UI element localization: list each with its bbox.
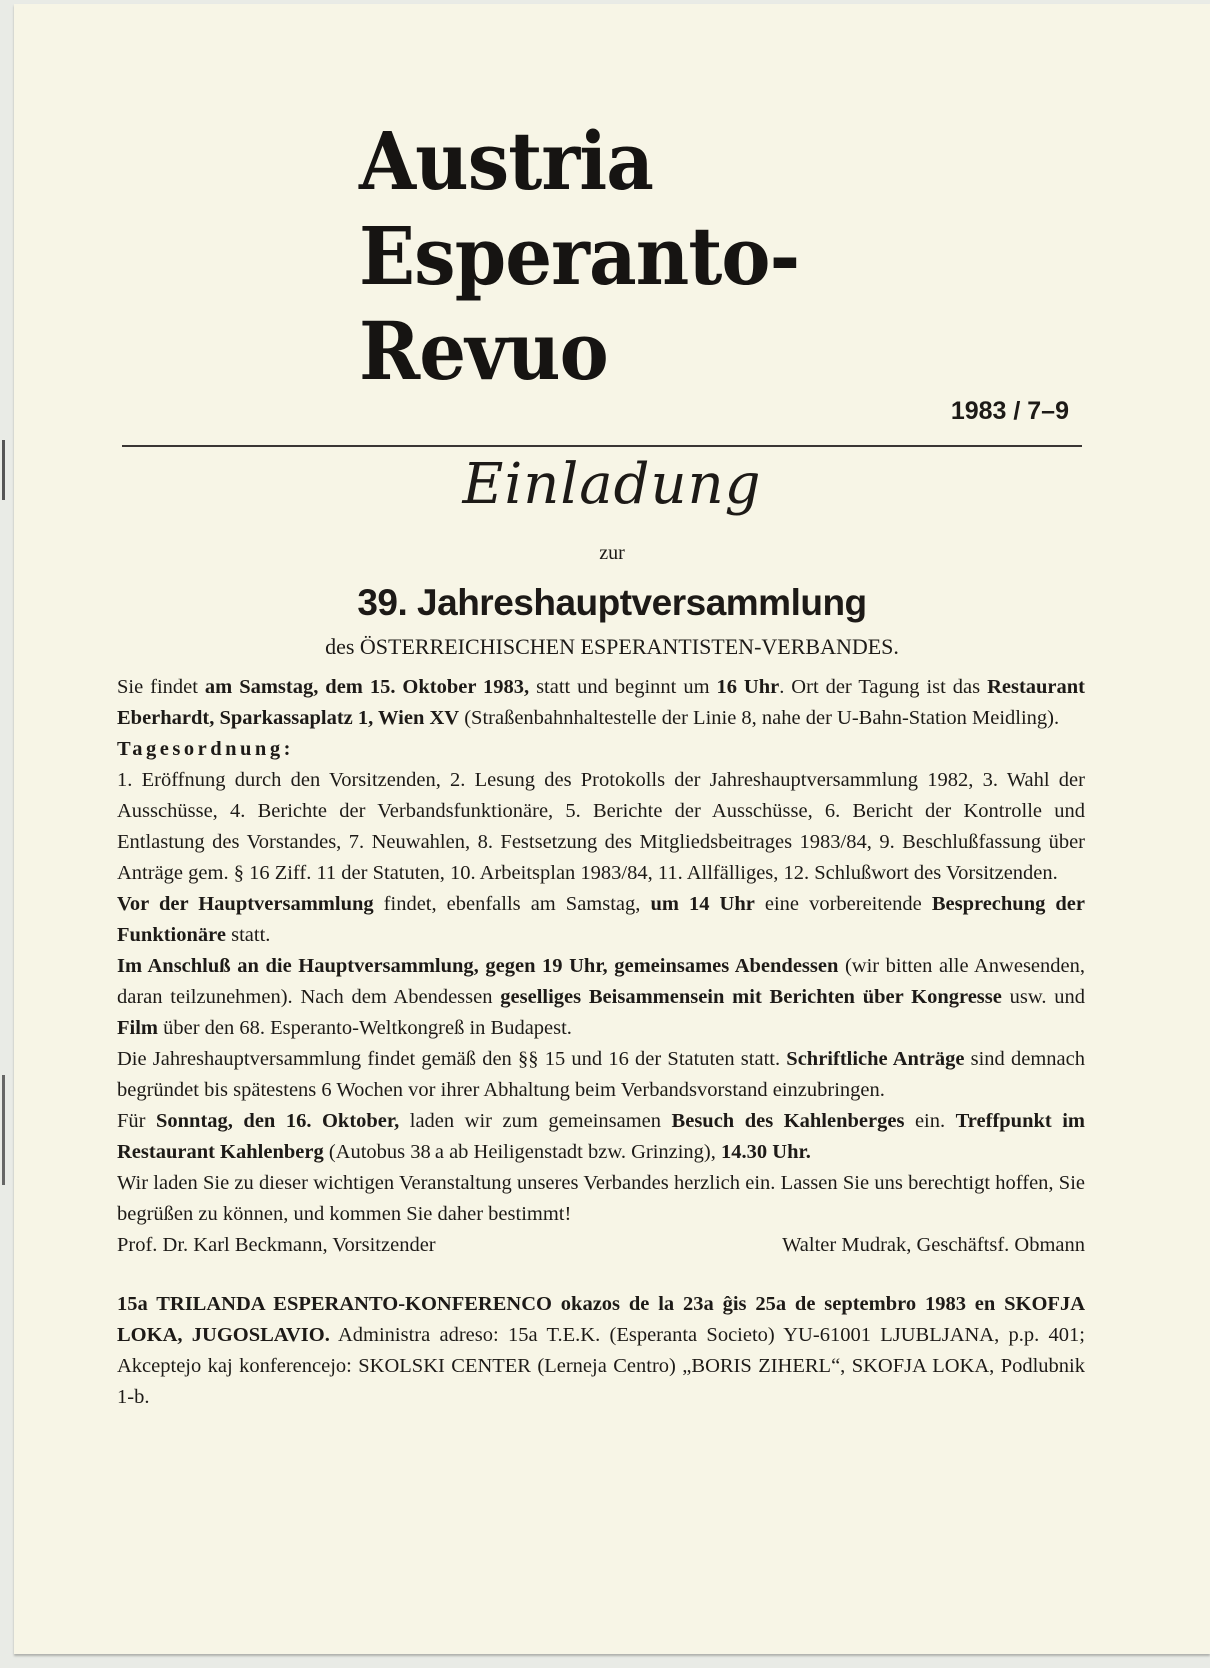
organization-name: des ÖSTERREICHISCHEN ESPERANTISTEN-VERBANDES.: [325, 634, 899, 659]
agenda-label: [117, 734, 1085, 765]
paragraph-pre-meeting: [117, 889, 1085, 951]
text: eine vorbereitende: [754, 893, 932, 915]
bold-text: Besprechung der Funktionäre: [117, 893, 1085, 946]
paragraph-sunday: [117, 1106, 1085, 1168]
text: ein.: [904, 1110, 956, 1132]
bold-text: Sonntag, den 16. Oktober,: [156, 1110, 400, 1132]
scan-edge-mark: [2, 1075, 5, 1185]
text: (Autobus 38 a ab Heiligenstadt bzw. Grinzing),: [323, 1141, 722, 1163]
text: (Straßenbahnhaltestelle der Linie 8, nahe der U-Bahn-Station Meidling).: [459, 707, 1060, 729]
text: sind demnach begründet bis spätestens 6 Wochen vor ihrer Abhaltung beim Verbandsvorstand einzubringen.: [117, 1048, 1085, 1101]
bold-text: geselliges Beisammensein mit Berichten über Kongresse: [500, 986, 1002, 1008]
paragraph-conference: [117, 1289, 1085, 1413]
bold-text: Film: [117, 1017, 158, 1039]
text: Administra adreso: 15a T.E.K. (Esperanta Societo) YU-61001 LJUBLJANA, p.p. 401; Akceptejo kaj konferencejo: SKOLSKI CENTER (Lerneja Centro) „BORIS ZIHERL“, SKOFJA LOKA, Podlubnik 1-b.: [117, 1324, 1086, 1408]
signature-chair: Prof. Dr. Karl Beckmann, Vorsitzender: [117, 1234, 436, 1256]
text: (wir bitten alle Anwesenden, daran teilzunehmen). Nach dem Abendessen: [117, 955, 1085, 1008]
bold-text: 16 Uhr: [716, 676, 780, 698]
invitation-zur: zur: [599, 542, 625, 564]
agenda-items: 1. Eröffnung durch den Vorsitzenden, 2. Lesung des Protokolls der Jahreshauptversammlung 1982, 3. Wahl der Ausschüsse, 4. Berichte der Verbandsfunktionäre, 5. Berichte der Ausschüsse, 6. Bericht der Kontrolle und Entlastung des Vorstandes, 7. Neuwahlen, 8. Festsetzung des Mitgliedsbeitrages 1983/84, 9. Beschlußfassung über Anträge gem. § 16 Ziff. 11 der Statuten, 10. Arbeitsplan 1983/84, 11. Allfälliges, 12. Schlußwort des Vorsitzenden.: [117, 769, 1085, 884]
bold-text: 14.30 Uhr.: [721, 1141, 811, 1163]
divider: [122, 445, 1082, 447]
paragraph-dinner: [117, 951, 1085, 1044]
text: über den 68. Esperanto-Weltkongreß in Budapest.: [158, 1017, 572, 1039]
document-page: [14, 4, 1210, 1654]
text: findet, ebenfalls am Samstag,: [373, 893, 651, 915]
bold-text: 15a TRILANDA ESPERANTO-KONFERENCO okazos de la 23a ĝis 25a de septembro 1983 en SKOFJA LOKA, JUGOSLAVIO.: [117, 1293, 1085, 1346]
issue-number: 1983 / 7–9: [950, 397, 1069, 425]
text: . Ort der Tagung ist das: [779, 676, 988, 698]
bold-text: Treffpunkt im Restaurant Kahlenberg: [117, 1110, 1085, 1163]
invitation-heading: Einladung: [462, 452, 762, 517]
text: statt und beginnt um: [529, 676, 717, 698]
text: Sie findet: [117, 676, 205, 698]
meeting-title: 39. Jahreshauptversammlung: [357, 582, 867, 623]
paragraph-motions: [117, 1044, 1085, 1106]
paragraph-date-venue: [117, 672, 1085, 734]
text: usw. und: [1001, 986, 1085, 1008]
bold-text: am Samstag, dem 15. Oktober 1983,: [204, 676, 530, 698]
agenda-heading: Tagesordnung:: [117, 738, 294, 760]
invitation-body: [117, 672, 1085, 1413]
masthead-line: Revuo: [359, 304, 608, 398]
bold-text: Restaurant Eberhardt, Sparkassaplatz 1, Wien XV: [117, 676, 1085, 729]
bold-text: Besuch des Kahlenberges: [671, 1110, 905, 1132]
paragraph-closing: Wir laden Sie zu dieser wichtigen Veranstaltung unseres Verbandes herzlich ein. Lassen Sie uns berechtigt hoffen, Sie begrüßen zu können, und kommen Sie daher bestimmt!: [117, 1172, 1085, 1225]
text: laden wir zum gemeinsamen: [399, 1110, 672, 1132]
text: statt.: [225, 924, 271, 946]
signature-secretary: Walter Mudrak, Geschäftsf. Obmann: [782, 1234, 1085, 1256]
masthead-line: Austria: [359, 114, 654, 208]
text: Für: [117, 1110, 156, 1132]
bold-text: Im Anschluß an die Hauptversammlung, gegen 19 Uhr, gemeinsames Abendessen: [117, 955, 839, 977]
masthead-line: Esperanto-: [359, 209, 800, 303]
signatures: [117, 1230, 1085, 1261]
scan-edge-mark: [2, 440, 5, 500]
bold-text: um 14 Uhr: [650, 893, 755, 915]
masthead-title: [359, 114, 799, 399]
text: Die Jahreshauptversammlung findet gemäß den §§ 15 und 16 der Statuten statt.: [117, 1048, 787, 1070]
bold-text: Vor der Hauptversammlung: [117, 893, 374, 915]
bold-text: Schriftliche Anträge: [786, 1048, 965, 1070]
